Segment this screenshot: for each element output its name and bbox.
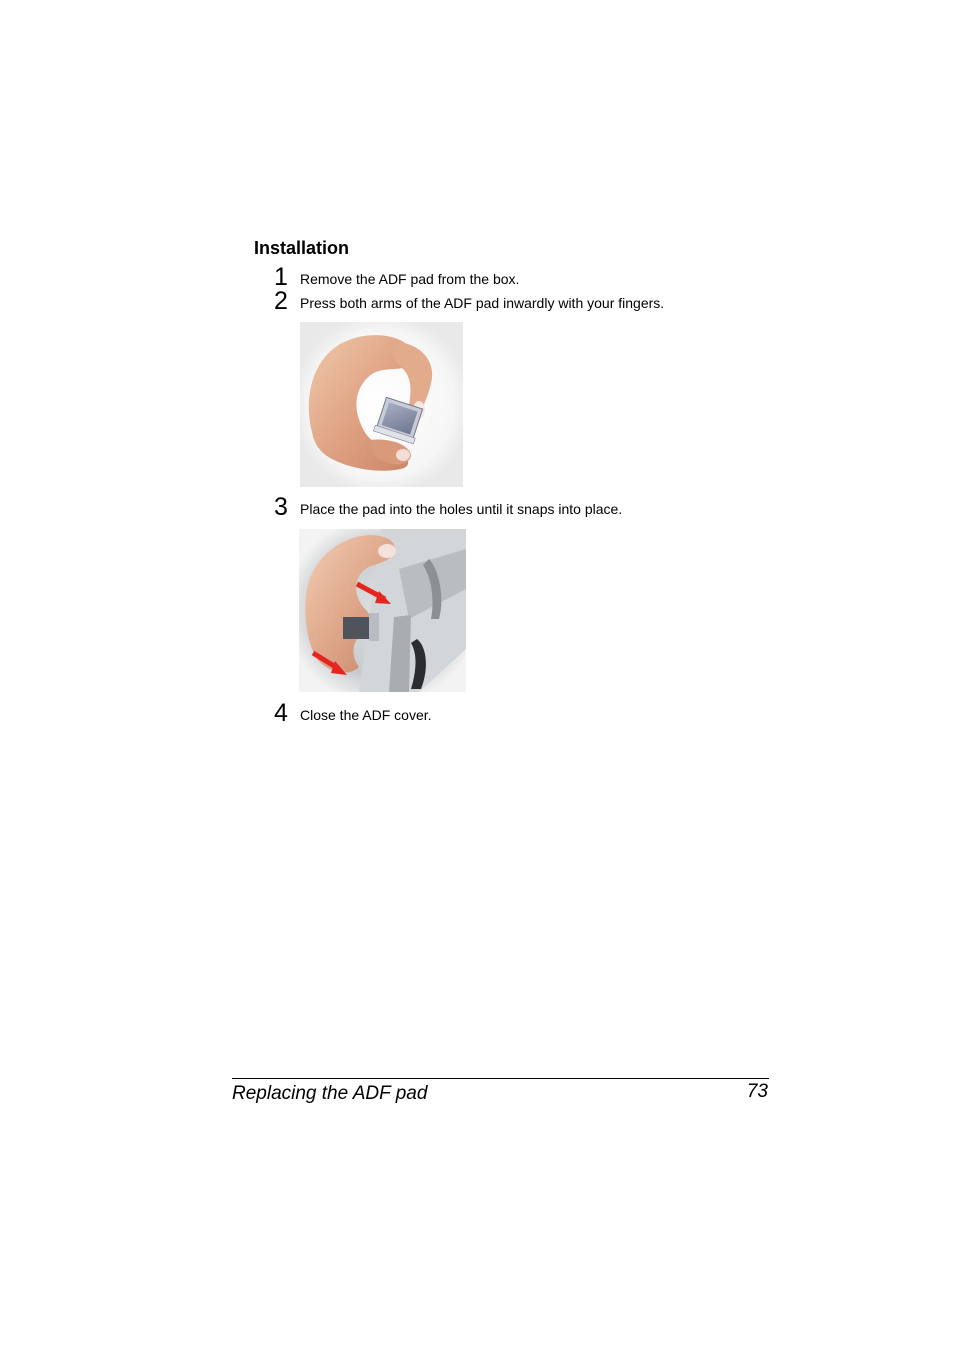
step-text: Press both arms of the ADF pad inwardly with your fingers. xyxy=(300,295,665,311)
step-1 xyxy=(274,264,794,290)
adf-pad-hand-photo xyxy=(300,322,463,487)
adf-pad-install-photo xyxy=(299,529,466,692)
step-2 xyxy=(274,288,794,314)
step-number: 1 xyxy=(274,263,288,291)
step-3 xyxy=(274,494,794,520)
section-heading: Installation xyxy=(254,238,350,258)
step-number: 3 xyxy=(274,493,288,521)
page-number: 73 xyxy=(746,1081,768,1102)
footer-section-title: Replacing the ADF pad xyxy=(232,1083,428,1104)
step-number: 4 xyxy=(274,699,288,727)
step-4 xyxy=(274,700,794,726)
step-number: 2 xyxy=(274,287,288,315)
step-text: Close the ADF cover. xyxy=(300,707,432,723)
footer-divider xyxy=(232,1078,769,1079)
step-text: Remove the ADF pad from the box. xyxy=(300,271,520,287)
step-text: Place the pad into the holes until it snaps into place. xyxy=(300,501,623,517)
